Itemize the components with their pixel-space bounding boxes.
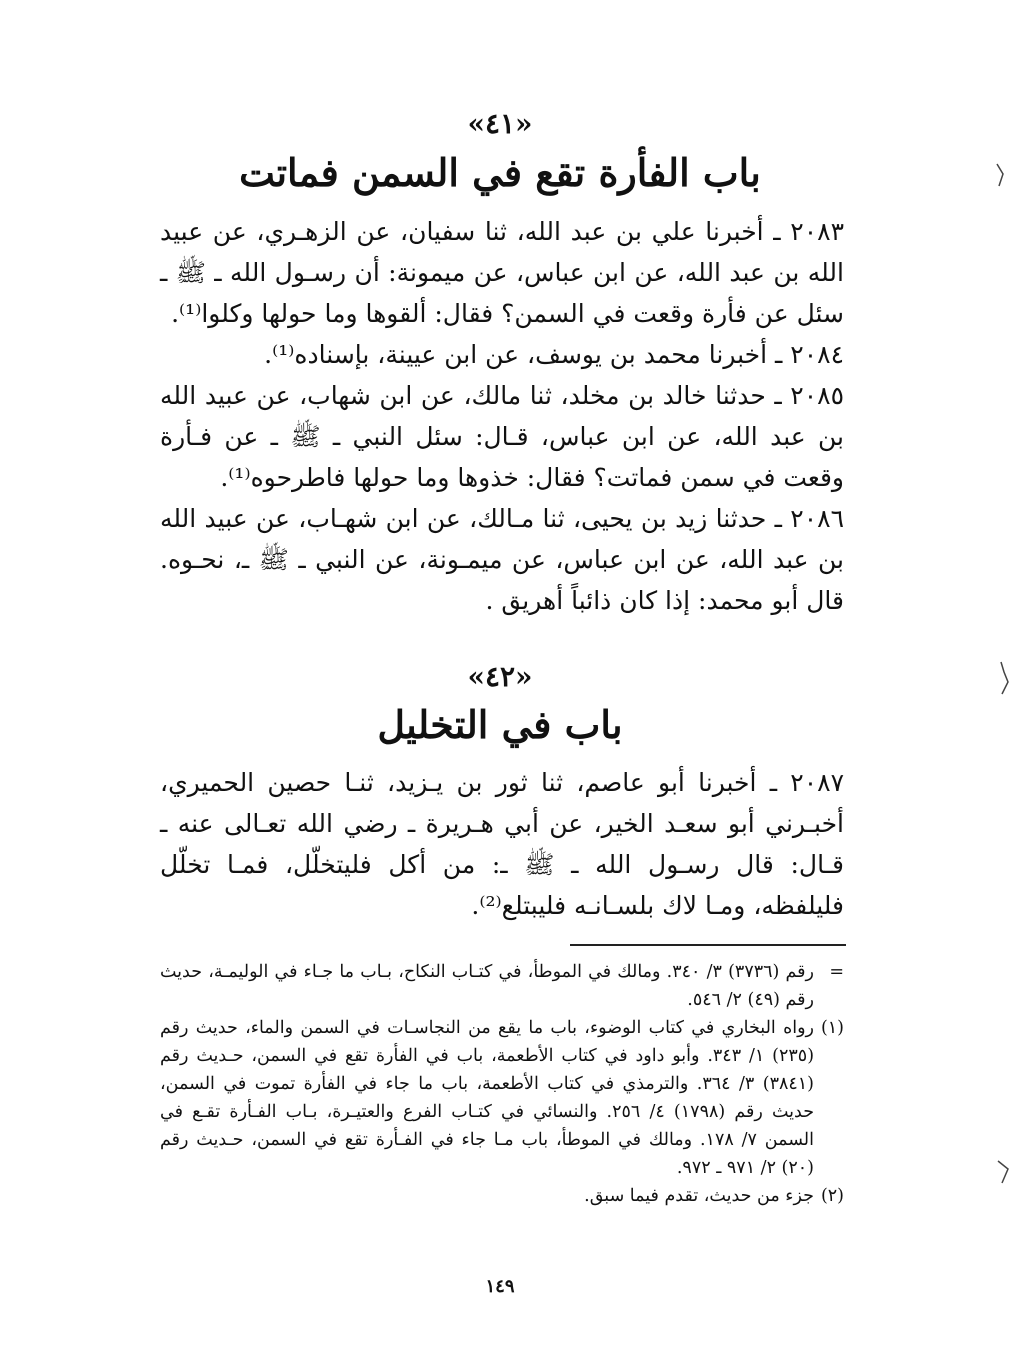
chapter-title: باب في التخليل xyxy=(377,702,623,747)
scan-margin-mark xyxy=(996,1155,1012,1189)
footnote xyxy=(160,1182,844,1210)
footnote-mark: (٢) xyxy=(820,1186,844,1206)
footnote-divider xyxy=(570,944,846,946)
footnote-text: رقم (٣٧٣٦) ٣/ ٣٤٠. ومالك في الموطأ، في كتـاب النكاح، بـاب ما جـاء في الوليمـة، حديث رقم (٤٩) ٢/ ٥٤٦. xyxy=(160,962,815,1010)
scan-margin-mark xyxy=(995,160,1009,190)
footnotes xyxy=(160,958,844,1210)
chapter-body xyxy=(160,211,844,621)
hadith-paragraph: ٢٠٨٣ ـ أخبرنا علي بن عبد الله، ثنا سفيان، عن الزهـري، عن عبيد الله بن عبد الله، عن ابن عباس، عن ميمونة: أن رسـول الله ـ ﷺ ـ سئل عن فأرة وقعت في السمن؟ فقال: ألقوها وما حولها وكلوا⁽¹⁾. xyxy=(160,217,844,328)
footnote-mark: = xyxy=(829,962,844,982)
footnote-text: جزء من حديث، تقدم فيما سبق. xyxy=(584,1186,814,1206)
chapter-number: «٤١» xyxy=(467,107,533,140)
chapter-title: باب الفأرة تقع في السمن فماتت xyxy=(239,150,761,195)
page-number: ١٤٩ xyxy=(485,1276,515,1297)
hadith-paragraph: ٢٠٨٥ ـ حدثنا خالد بن مخلد، ثنا مالك، عن ابن شهاب، عن عبيد الله بن عبد الله، عن ابن عباس، قـال: سئل النبي ـ ﷺ ـ عن فـأرة وقعت في سمن فماتت؟ فقال: خذوها وما حولها فاطرحوه⁽¹⁾. xyxy=(160,381,844,492)
hadith-paragraph: ٢٠٨٦ ـ حدثنا زيد بن يحيى، ثنا مـالك، عن ابن شهـاب، عن عبيد الله بن عبد الله، عن ابن عباس، عن ميمـونة، عن النبي ـ ﷺ ـ، نحـوه. قال أبو محمد: إذا كان ذائباً أهريق . xyxy=(160,504,844,615)
scan-margin-mark xyxy=(998,660,1012,700)
footnote xyxy=(160,1014,844,1182)
hadith-paragraph: ٢٠٨٧ ـ أخبرنا أبو عاصم، ثنا ثور بن يـزيد، ثنـا حصين الحميري، أخبـرني أبو سعـد الخير، عن أبي هـريرة ـ رضي الله تعـالى عنه ـ قـال: قال رسـول الله ـ ﷺ ـ: من أكل فليتخلّل، فمـا تخلّل فليلفظه، ومـا لاك بلسـانـه فليبتلع⁽²⁾. xyxy=(160,768,844,920)
hadith-paragraph: ٢٠٨٤ ـ أخبرنا محمد بن يوسف، عن ابن عيينة، بإسناده⁽¹⁾. xyxy=(264,340,844,369)
footnote-text: رواه البخاري في كتاب الوضوء، باب ما يقع من النجاسـات في السمن والماء، حديث رقم (٢٣٥) ١/ ٣٤٣. وأبو داود في كتاب الأطعمة، باب في الفأرة تقع في السمن، حـديث رقم (٣٨٤١) ٣/ ٣٦٤. والترمذي في كتاب الأطعمة، باب ما جاء في الفأرة تموت في السمن، حديث رقم (١٧٩٨) ٤/ ٢٥٦. والنسائي في كتـاب الفرع والعتيـرة، بـاب الفـأرة تقـع في السمن ٧/ ١٧٨. ومالك في الموطأ، باب مـا جاء في الفـأرة تقع في السمن، حـديث رقم (٢٠) ٢/ ٩٧١ ـ ٩٧٢. xyxy=(160,1018,815,1178)
footnote xyxy=(160,958,844,1014)
chapter-body xyxy=(160,762,844,926)
footnote-mark: (١) xyxy=(820,1018,844,1038)
chapter-number: «٤٢» xyxy=(467,660,533,693)
